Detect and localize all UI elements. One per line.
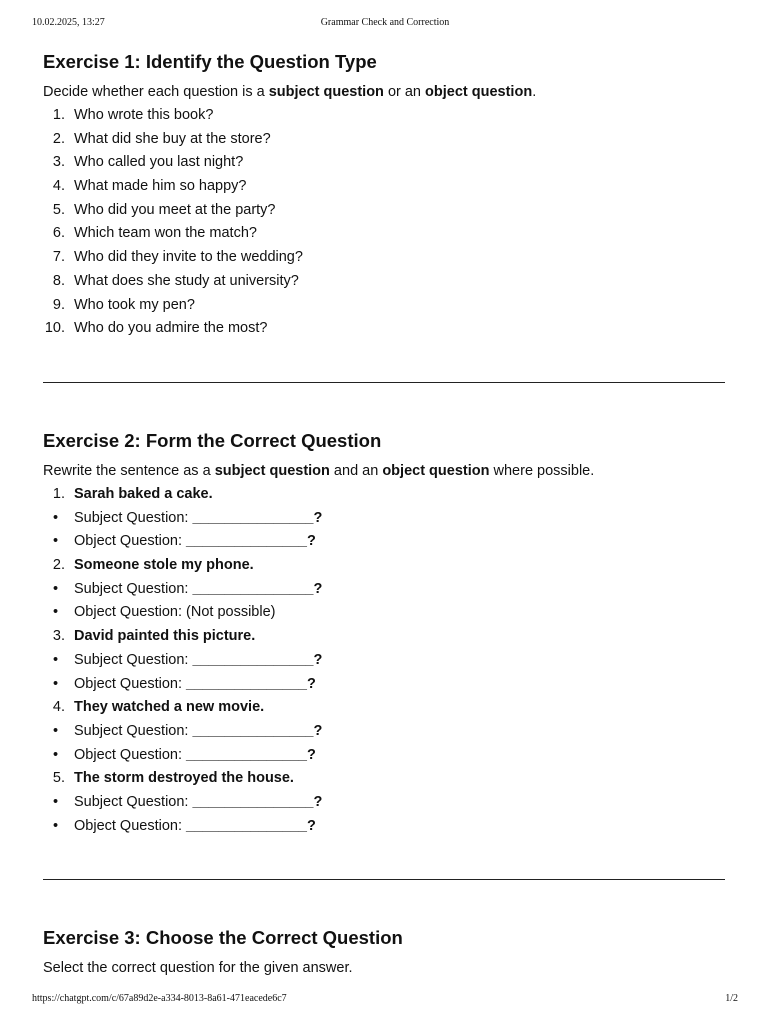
print-footer <box>32 993 738 1007</box>
answer-blank: _______________? <box>192 722 323 739</box>
sentence: They watched a new movie. <box>74 699 265 716</box>
list-item: 1 . Sarah baked a cake. • Subject Question: _______________? • Object Question: _______________? <box>43 483 725 554</box>
exercise-3-instructions: Select the correct question for the given answer. <box>43 960 353 976</box>
exercise-3 <box>43 926 725 978</box>
list-item: 5 . Who did you meet at the party? <box>43 199 725 223</box>
sentence: Someone stole my phone. <box>74 557 254 574</box>
list-item: 2 . What did she buy at the store? <box>43 128 725 152</box>
exercise-2 <box>43 429 725 838</box>
object-question-item: • Object Question: _______________? <box>53 746 316 763</box>
answer-blank: _______________? <box>192 794 323 811</box>
exercise-2-list <box>43 483 725 838</box>
answer-blank: _______________? <box>186 533 316 550</box>
page-url: https://chatgpt.com/c/67a89d2e-a334-8013-8a61-471eacede6c7 <box>32 993 287 1004</box>
list-item: 2 . Someone stole my phone. • Subject Question: _______________? • Object Question: (Not possible) <box>43 554 725 625</box>
list-item: 8 . What does she study at university? <box>43 270 725 294</box>
exercise-3-title: Exercise 3: Choose the Correct Question <box>43 927 403 948</box>
list-item: 5 . The storm destroyed the house. • Subject Question: _______________? • Object Question: _______________? <box>43 767 725 838</box>
subject-question-item: • Subject Question: _______________? <box>53 794 323 811</box>
exercise-2-instructions: Rewrite the sentence as a subject question and an object question where possible. <box>43 463 595 479</box>
sentence: David painted this picture. <box>74 628 256 645</box>
exercise-1 <box>43 50 725 341</box>
answer-blank: _______________? <box>192 580 323 597</box>
subject-question-item: • Subject Question: _______________? <box>53 651 323 668</box>
section-divider <box>43 879 725 880</box>
list-item: 9 . Who took my pen? <box>43 294 725 318</box>
list-item: 4 . They watched a new movie. • Subject Question: _______________? • Object Question: _______________? <box>43 696 725 767</box>
question-list <box>43 104 725 341</box>
answer-blank: _______________? <box>186 746 316 763</box>
object-question-item: • Object Question: (Not possible) <box>53 604 276 621</box>
list-item: 3 . David painted this picture. • Subject Question: _______________? • Object Question: _______________? <box>43 625 725 696</box>
list-item: 4 . What made him so happy? <box>43 175 725 199</box>
print-title: Grammar Check and Correction <box>320 17 450 28</box>
answer-blank: _______________? <box>192 651 323 668</box>
exercise-2-title: Exercise 2: Form the Correct Question <box>43 430 382 451</box>
list-item: 1 . Who wrote this book? <box>43 104 725 128</box>
sentence: The storm destroyed the house. <box>74 770 294 787</box>
print-header <box>32 17 738 31</box>
subject-question-item: • Subject Question: _______________? <box>53 580 323 597</box>
page-number: 1/2 <box>725 993 738 1004</box>
answer-blank: _______________? <box>192 509 323 526</box>
subject-question-item: • Subject Question: _______________? <box>53 722 323 739</box>
object-question-item: • Object Question: _______________? <box>53 817 316 834</box>
section-divider <box>43 382 725 383</box>
sentence: Sarah baked a cake. <box>74 486 213 502</box>
exercise-1-instructions: Decide whether each question is a subject question or an object question. <box>43 84 537 100</box>
answer-blank: _______________? <box>186 675 316 692</box>
subject-question-item: • Subject Question: _______________? <box>53 509 323 526</box>
list-item: 3 . Who called you last night? <box>43 151 725 175</box>
print-datetime: 10.02.2025, 13:27 <box>32 17 105 28</box>
exercise-1-title: Exercise 1: Identify the Question Type <box>43 51 377 72</box>
object-question-item: • Object Question: _______________? <box>53 533 316 550</box>
list-item: 7 . Who did they invite to the wedding? <box>43 246 725 270</box>
answer-blank: _______________? <box>186 817 316 834</box>
list-item: 6 . Which team won the match? <box>43 222 725 246</box>
object-question-item: • Object Question: _______________? <box>53 675 316 692</box>
list-item: 10 . Who do you admire the most? <box>43 317 725 341</box>
